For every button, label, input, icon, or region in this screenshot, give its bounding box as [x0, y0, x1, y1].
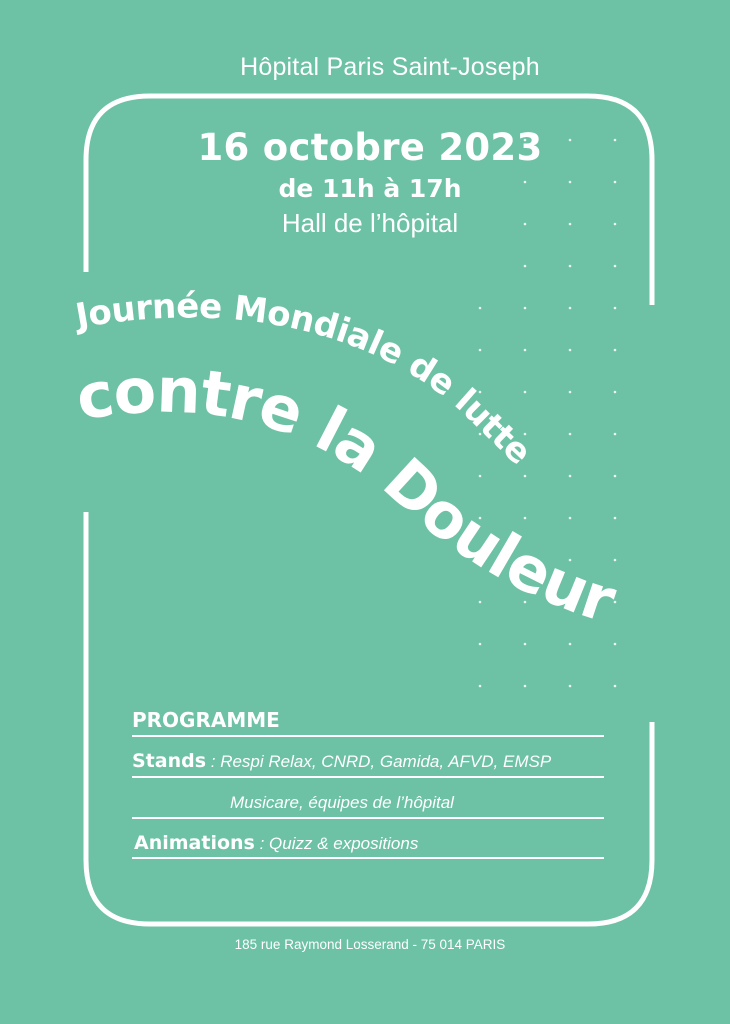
title-line-1-text: Journée Mondiale de lutte: [72, 286, 539, 473]
programme-heading: PROGRAMME: [132, 708, 280, 732]
title-line-2-text: contre la Douleur: [71, 353, 624, 637]
event-hours: de 11h à 17h: [278, 174, 462, 203]
hospital-address: 185 rue Raymond Losserand - 75 014 PARIS: [234, 937, 506, 952]
divider: [132, 857, 604, 859]
stands-value: : Respi Relax, CNRD, Gamida, AFVD, EMSP: [206, 752, 552, 771]
programme-stands-row: [132, 750, 551, 772]
programme-animations-row: [134, 832, 418, 854]
event-place: Hall de l’hôpital: [281, 208, 459, 238]
animations-label: Animations: [134, 832, 255, 854]
divider: [132, 817, 604, 819]
stands-value-continued: Musicare, équipes de l’hôpital: [230, 793, 454, 812]
hospital-name: Hôpital Paris Saint-Joseph: [240, 53, 540, 81]
stands-label: Stands: [132, 750, 207, 772]
event-date: 16 octobre 2023: [197, 126, 543, 169]
title-line-2: [71, 353, 624, 637]
divider: [132, 735, 604, 737]
divider: [132, 776, 604, 778]
animations-value: : Quizz & expositions: [254, 834, 419, 853]
